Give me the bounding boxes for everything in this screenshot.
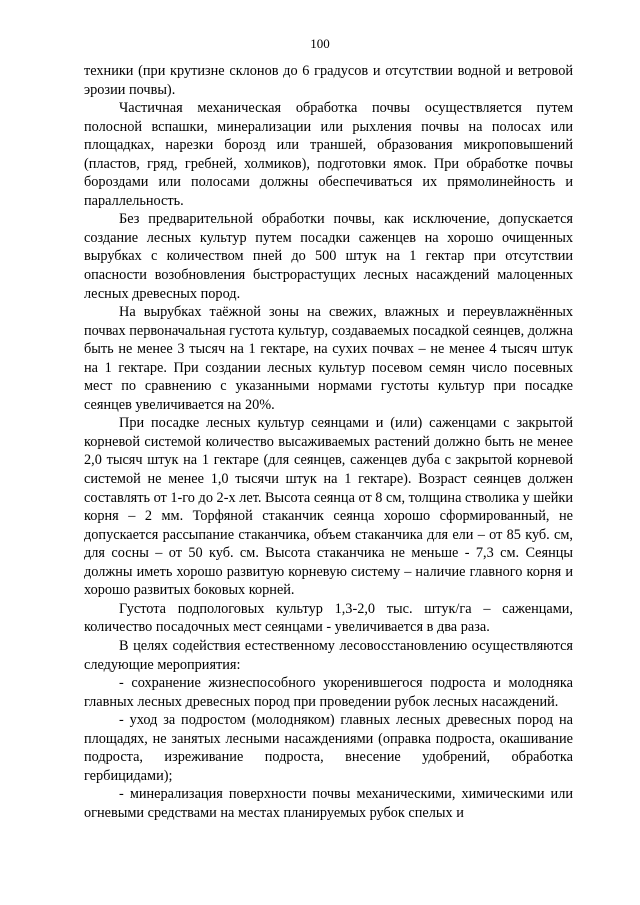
paragraph-4: На вырубках таёжной зоны на свежих, влажных и переувлажнённых почвах первоначальная густота культур, создаваемых посадкой сеянцев, должна быть не менее 3 тысяч на 1 гектаре, на сухих почвах – не менее 4 тысяч штук на 1 гектаре. При создании лесных культур посевом семян число посевных мест по сравнению с указанными нормами густоты культур при посадке сеянцев увеличивается на 20%. xyxy=(84,304,573,413)
paragraph-1: техники (при крутизне склонов до 6 градусов и отсутствии водной и ветровой эрозии почвы). xyxy=(84,63,573,98)
paragraph-3: Без предварительной обработки почвы, как исключение, допускается создание лесных культур путем посадки саженцев на хорошо очищенных вырубках с количеством пней до 500 штук на 1 гектар при отсутствии опасности возобновления быстрорастущих лесных насаждений малоценных лесных древесных пород. xyxy=(84,211,573,302)
paragraph-5: При посадке лесных культур сеянцами и (или) саженцами с закрытой корневой системой количество высаживаемых растений должно быть не менее 2,0 тысяч штук на 1 гектаре (для сеянцев, саженцев дуба с закрытой корневой системой не менее 1,0 тысячи штук на 1 гектаре). Возраст сеянцев должен составлять от 1-го до 2-х лет. Высота сеянца от 8 см, толщина стволика у шейки корня – 2 мм. Торфяной стаканчик сеянца хорошо сформированный, не допускается рассыпание стаканчика, объем стаканчика для ели – от 85 куб. см, для сосны – от 50 куб. см. Высота стаканчика не меньше - 7,3 см. Сеянцы должны иметь хорошо развитую корневую систему – наличие главного корня и хорошо развитых боковых корней. xyxy=(84,415,573,599)
paragraph-2: Частичная механическая обработка почвы осуществляется путем полосной вспашки, минерализации или рыхления почвы на полосах или площадках, нарезки борозд или траншей, образования микроповышений (пластов, гряд, гребней, холмиков), подготовки ямок. При обработке почвы бороздами или полосами должны обеспечиваться их прямолинейность и параллельность. xyxy=(84,100,573,209)
paragraph-7: В целях содействия естественному лесовосстановлению осуществляются следующие мероприятия: xyxy=(84,637,573,673)
paragraph-6: Густота подпологовых культур 1,3-2,0 тыс. штук/га – саженцами, количество посадочных мест сеянцами - увеличивается в два раза. xyxy=(84,600,573,636)
list-item-2: - уход за подростом (молодняком) главных лесных древесных пород на площадях, не занятых лесными насаждениями (оправка подроста, окашивание подроста, изреживание подроста, внесение удобрений, обработка гербицидами); xyxy=(84,712,573,784)
page-number: 100 xyxy=(310,36,330,51)
document-body xyxy=(84,62,573,822)
list-item-1: - сохранение жизнеспособного укоренившегося подроста и молодняка главных лесных древесных пород при проведении рубок лесных насаждений. xyxy=(84,675,573,710)
list-item-3: - минерализация поверхности почвы механическими, химическими или огневыми средствами на местах планируемых рубок спелых и xyxy=(84,786,573,821)
